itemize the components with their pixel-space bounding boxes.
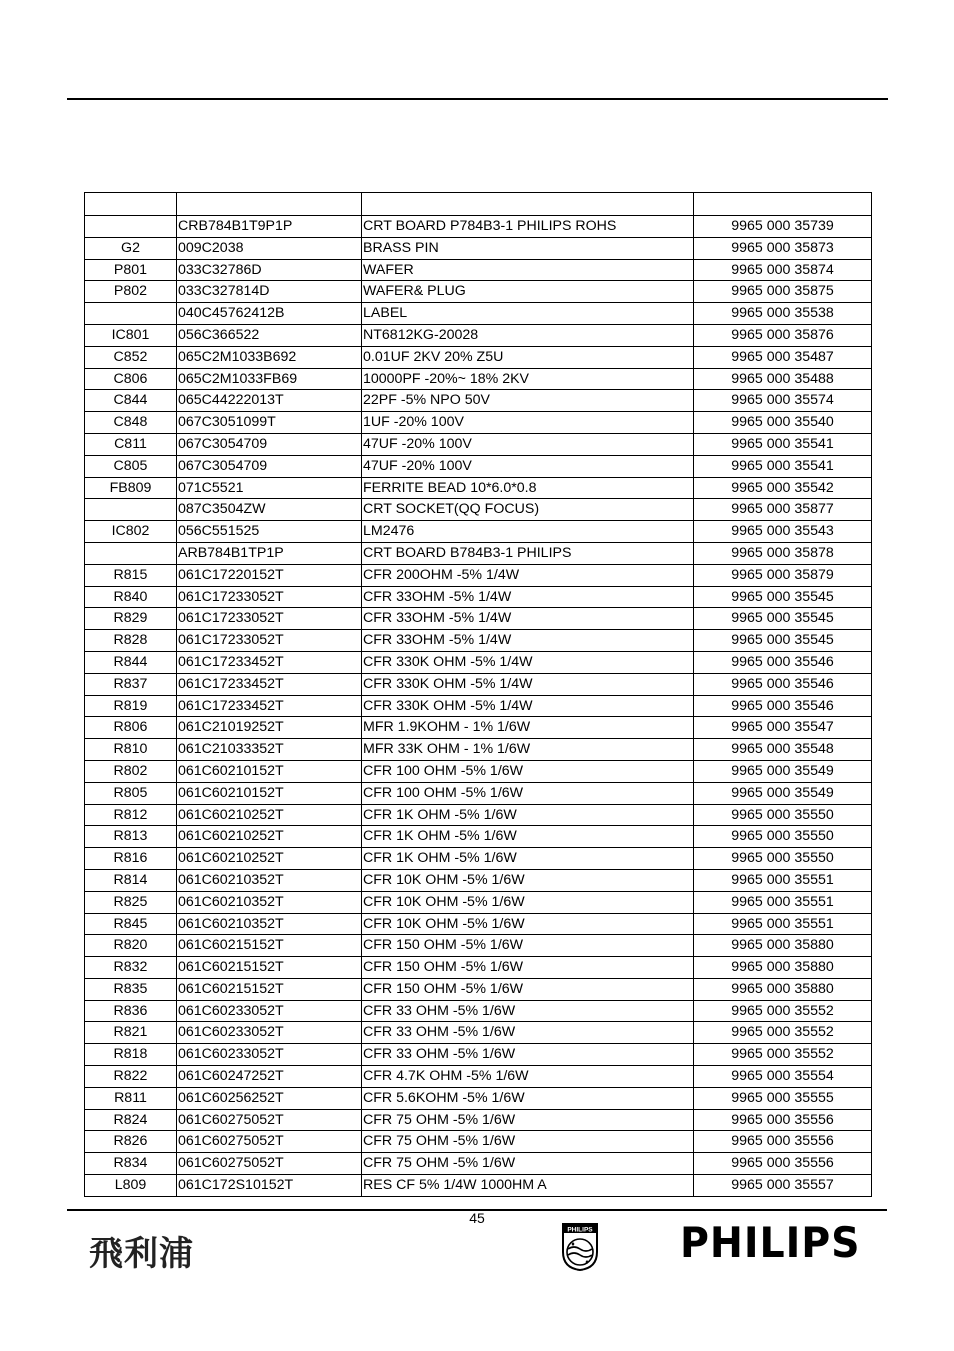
- service-code-cell: 9965 000 35548: [694, 739, 872, 761]
- table-row: [85, 804, 872, 826]
- description-cell: LM2476: [362, 521, 694, 543]
- description-cell: CFR 33 OHM -5% 1/6W: [362, 1044, 694, 1066]
- location-cell: R816: [85, 848, 177, 870]
- description-cell: CRT BOARD B784B3-1 PHILIPS: [362, 542, 694, 564]
- service-code-cell: 9965 000 35543: [694, 521, 872, 543]
- location-cell: L809: [85, 1175, 177, 1197]
- part-number-cell: 061C60215152T: [177, 957, 362, 979]
- table-row: [85, 869, 872, 891]
- table-row: [85, 1022, 872, 1044]
- description-cell: CFR 75 OHM -5% 1/6W: [362, 1109, 694, 1131]
- service-code-cell: 9965 000 35552: [694, 1022, 872, 1044]
- part-number-cell: 061C60210252T: [177, 826, 362, 848]
- description-cell: CFR 100 OHM -5% 1/6W: [362, 760, 694, 782]
- header-cell-location: [85, 193, 177, 216]
- description-cell: CFR 33OHM -5% 1/4W: [362, 630, 694, 652]
- description-cell: 47UF -20% 100V: [362, 455, 694, 477]
- part-number-cell: 040C45762412B: [177, 303, 362, 325]
- location-cell: R810: [85, 739, 177, 761]
- location-cell: R832: [85, 957, 177, 979]
- location-cell: R845: [85, 913, 177, 935]
- location-cell: R829: [85, 608, 177, 630]
- part-number-cell: 061C60215152T: [177, 978, 362, 1000]
- table-row: [85, 935, 872, 957]
- table-row: [85, 303, 872, 325]
- location-cell: C806: [85, 368, 177, 390]
- part-number-cell: 061C21033352T: [177, 739, 362, 761]
- table-row: [85, 281, 872, 303]
- table-row: [85, 1153, 872, 1175]
- service-code-cell: 9965 000 35542: [694, 477, 872, 499]
- part-number-cell: 061C17233452T: [177, 673, 362, 695]
- location-cell: R825: [85, 891, 177, 913]
- shield-text: PHILIPS: [567, 1226, 593, 1234]
- description-cell: CFR 150 OHM -5% 1/6W: [362, 957, 694, 979]
- description-cell: 47UF -20% 100V: [362, 433, 694, 455]
- table-row: [85, 368, 872, 390]
- location-cell: C844: [85, 390, 177, 412]
- part-number-cell: 061C17233052T: [177, 630, 362, 652]
- location-cell: R814: [85, 869, 177, 891]
- part-number-cell: 061C172S10152T: [177, 1175, 362, 1197]
- description-cell: CRT BOARD P784B3-1 PHILIPS ROHS: [362, 216, 694, 238]
- service-code-cell: 9965 000 35541: [694, 455, 872, 477]
- description-cell: RES CF 5% 1/4W 1000HM A: [362, 1175, 694, 1197]
- description-cell: CFR 150 OHM -5% 1/6W: [362, 978, 694, 1000]
- table-row: [85, 1044, 872, 1066]
- table-header-row: [85, 193, 872, 216]
- description-cell: CFR 330K OHM -5% 1/4W: [362, 695, 694, 717]
- service-code-cell: 9965 000 35557: [694, 1175, 872, 1197]
- location-cell: R824: [85, 1109, 177, 1131]
- part-number-cell: 061C17233052T: [177, 608, 362, 630]
- location-cell: [85, 303, 177, 325]
- description-cell: NT6812KG-20028: [362, 324, 694, 346]
- table-row: [85, 390, 872, 412]
- table-row: [85, 913, 872, 935]
- service-code-cell: 9965 000 35546: [694, 651, 872, 673]
- description-cell: CFR 1K OHM -5% 1/6W: [362, 804, 694, 826]
- part-number-cell: 061C60210352T: [177, 869, 362, 891]
- philips-wordmark-logo: PHILIPS: [680, 1218, 861, 1267]
- service-code-cell: 9965 000 35488: [694, 368, 872, 390]
- location-cell: R820: [85, 935, 177, 957]
- service-code-cell: 9965 000 35880: [694, 935, 872, 957]
- part-number-cell: 061C60233052T: [177, 1044, 362, 1066]
- part-number-cell: 087C3504ZW: [177, 499, 362, 521]
- location-cell: FB809: [85, 477, 177, 499]
- service-code-cell: 9965 000 35549: [694, 782, 872, 804]
- service-code-cell: 9965 000 35877: [694, 499, 872, 521]
- part-number-cell: 056C551525: [177, 521, 362, 543]
- location-cell: [85, 542, 177, 564]
- location-cell: R828: [85, 630, 177, 652]
- location-cell: R834: [85, 1153, 177, 1175]
- location-cell: R840: [85, 586, 177, 608]
- description-cell: CFR 33OHM -5% 1/4W: [362, 608, 694, 630]
- location-cell: IC802: [85, 521, 177, 543]
- part-number-cell: 061C60215152T: [177, 935, 362, 957]
- table-row: [85, 1066, 872, 1088]
- philips-shield-logo-icon: [561, 1222, 599, 1272]
- table-row: [85, 717, 872, 739]
- table-row: [85, 324, 872, 346]
- table-row: [85, 455, 872, 477]
- table-row: [85, 564, 872, 586]
- service-code-cell: 9965 000 35879: [694, 564, 872, 586]
- location-cell: IC801: [85, 324, 177, 346]
- description-cell: WAFER& PLUG: [362, 281, 694, 303]
- part-number-cell: 065C2M1033FB69: [177, 368, 362, 390]
- part-number-cell: 009C2038: [177, 237, 362, 259]
- service-code-cell: 9965 000 35545: [694, 586, 872, 608]
- location-cell: R837: [85, 673, 177, 695]
- part-number-cell: 061C60210152T: [177, 760, 362, 782]
- table-body: [85, 216, 872, 1197]
- description-cell: CFR 33OHM -5% 1/4W: [362, 586, 694, 608]
- description-cell: CFR 330K OHM -5% 1/4W: [362, 673, 694, 695]
- header-rule: [67, 98, 888, 100]
- service-code-cell: 9965 000 35551: [694, 891, 872, 913]
- part-number-cell: 061C60256252T: [177, 1087, 362, 1109]
- location-cell: R812: [85, 804, 177, 826]
- service-code-cell: 9965 000 35551: [694, 913, 872, 935]
- location-cell: C848: [85, 412, 177, 434]
- service-code-cell: 9965 000 35538: [694, 303, 872, 325]
- part-number-cell: 065C44222013T: [177, 390, 362, 412]
- service-code-cell: 9965 000 35574: [694, 390, 872, 412]
- part-number-cell: 061C17233052T: [177, 586, 362, 608]
- description-cell: 22PF -5% NPO 50V: [362, 390, 694, 412]
- part-number-cell: 061C60210352T: [177, 891, 362, 913]
- part-number-cell: 061C60275052T: [177, 1109, 362, 1131]
- part-number-cell: 065C2M1033B692: [177, 346, 362, 368]
- service-code-cell: 9965 000 35552: [694, 1044, 872, 1066]
- table-row: [85, 1000, 872, 1022]
- description-cell: CFR 100 OHM -5% 1/6W: [362, 782, 694, 804]
- service-code-cell: 9965 000 35545: [694, 608, 872, 630]
- table-row: [85, 237, 872, 259]
- service-code-cell: 9965 000 35554: [694, 1066, 872, 1088]
- service-code-cell: 9965 000 35540: [694, 412, 872, 434]
- description-cell: MFR 33K OHM - 1% 1/6W: [362, 739, 694, 761]
- parts-list-table: [84, 192, 872, 1197]
- part-number-cell: ARB784B1TP1P: [177, 542, 362, 564]
- part-number-cell: 067C3054709: [177, 455, 362, 477]
- table-row: [85, 848, 872, 870]
- location-cell: [85, 216, 177, 238]
- description-cell: LABEL: [362, 303, 694, 325]
- service-code-cell: 9965 000 35546: [694, 673, 872, 695]
- part-number-cell: 061C21019252T: [177, 717, 362, 739]
- description-cell: WAFER: [362, 259, 694, 281]
- description-cell: CFR 75 OHM -5% 1/6W: [362, 1131, 694, 1153]
- part-number-cell: 061C17233452T: [177, 695, 362, 717]
- part-number-cell: 067C3054709: [177, 433, 362, 455]
- service-code-cell: 9965 000 35739: [694, 216, 872, 238]
- table-row: [85, 957, 872, 979]
- location-cell: R822: [85, 1066, 177, 1088]
- table-row: [85, 521, 872, 543]
- service-code-cell: 9965 000 35547: [694, 717, 872, 739]
- service-code-cell: 9965 000 35876: [694, 324, 872, 346]
- table-row: [85, 826, 872, 848]
- location-cell: [85, 499, 177, 521]
- location-cell: C811: [85, 433, 177, 455]
- table-row: [85, 1175, 872, 1197]
- location-cell: C805: [85, 455, 177, 477]
- location-cell: R844: [85, 651, 177, 673]
- part-number-cell: 061C60210152T: [177, 782, 362, 804]
- table-row: [85, 760, 872, 782]
- description-cell: CFR 4.7K OHM -5% 1/6W: [362, 1066, 694, 1088]
- description-cell: 10000PF -20%~ 18% 2KV: [362, 368, 694, 390]
- location-cell: C852: [85, 346, 177, 368]
- table-row: [85, 1109, 872, 1131]
- table-row: [85, 739, 872, 761]
- part-number-cell: 067C3051099T: [177, 412, 362, 434]
- service-code-cell: 9965 000 35556: [694, 1153, 872, 1175]
- service-code-cell: 9965 000 35875: [694, 281, 872, 303]
- description-cell: CFR 5.6KOHM -5% 1/6W: [362, 1087, 694, 1109]
- service-code-cell: 9965 000 35487: [694, 346, 872, 368]
- service-code-cell: 9965 000 35550: [694, 804, 872, 826]
- location-cell: R835: [85, 978, 177, 1000]
- description-cell: CFR 10K OHM -5% 1/6W: [362, 891, 694, 913]
- table-row: [85, 651, 872, 673]
- table-row: [85, 499, 872, 521]
- service-code-cell: 9965 000 35550: [694, 848, 872, 870]
- table-row: [85, 259, 872, 281]
- description-cell: CFR 330K OHM -5% 1/4W: [362, 651, 694, 673]
- table-row: [85, 1131, 872, 1153]
- part-number-cell: 061C60275052T: [177, 1131, 362, 1153]
- description-cell: CFR 1K OHM -5% 1/6W: [362, 826, 694, 848]
- service-code-cell: 9965 000 35880: [694, 957, 872, 979]
- service-code-cell: 9965 000 35556: [694, 1109, 872, 1131]
- table-row: [85, 608, 872, 630]
- service-code-cell: 9965 000 35550: [694, 826, 872, 848]
- description-cell: CRT SOCKET(QQ FOCUS): [362, 499, 694, 521]
- service-code-cell: 9965 000 35546: [694, 695, 872, 717]
- location-cell: P801: [85, 259, 177, 281]
- table-row: [85, 216, 872, 238]
- chinese-brand-logo: 飛利浦: [89, 1234, 194, 1274]
- part-number-cell: 061C60247252T: [177, 1066, 362, 1088]
- service-code-cell: 9965 000 35878: [694, 542, 872, 564]
- location-cell: R836: [85, 1000, 177, 1022]
- table-row: [85, 433, 872, 455]
- service-code-cell: 9965 000 35549: [694, 760, 872, 782]
- table-row: [85, 346, 872, 368]
- service-code-cell: 9965 000 35874: [694, 259, 872, 281]
- service-code-cell: 9965 000 35551: [694, 869, 872, 891]
- location-cell: R818: [85, 1044, 177, 1066]
- table-row: [85, 695, 872, 717]
- description-cell: FERRITE BEAD 10*6.0*0.8: [362, 477, 694, 499]
- description-cell: CFR 200OHM -5% 1/4W: [362, 564, 694, 586]
- part-number-cell: 061C17233452T: [177, 651, 362, 673]
- part-number-cell: 033C32786D: [177, 259, 362, 281]
- location-cell: R802: [85, 760, 177, 782]
- table-row: [85, 782, 872, 804]
- part-number-cell: 033C327814D: [177, 281, 362, 303]
- location-cell: R805: [85, 782, 177, 804]
- table-row: [85, 630, 872, 652]
- service-code-cell: 9965 000 35873: [694, 237, 872, 259]
- location-cell: R821: [85, 1022, 177, 1044]
- location-cell: R806: [85, 717, 177, 739]
- service-code-cell: 9965 000 35541: [694, 433, 872, 455]
- table-row: [85, 673, 872, 695]
- description-cell: CFR 150 OHM -5% 1/6W: [362, 935, 694, 957]
- table-row: [85, 891, 872, 913]
- header-cell-service-code: [694, 193, 872, 216]
- location-cell: R815: [85, 564, 177, 586]
- part-number-cell: 061C60233052T: [177, 1000, 362, 1022]
- description-cell: 0.01UF 2KV 20% Z5U: [362, 346, 694, 368]
- part-number-cell: 071C5521: [177, 477, 362, 499]
- service-code-cell: 9965 000 35555: [694, 1087, 872, 1109]
- description-cell: CFR 33 OHM -5% 1/6W: [362, 1022, 694, 1044]
- header-cell-description: [362, 193, 694, 216]
- service-code-cell: 9965 000 35880: [694, 978, 872, 1000]
- description-cell: CFR 1K OHM -5% 1/6W: [362, 848, 694, 870]
- part-number-cell: 061C60210352T: [177, 913, 362, 935]
- description-cell: 1UF -20% 100V: [362, 412, 694, 434]
- description-cell: CFR 75 OHM -5% 1/6W: [362, 1153, 694, 1175]
- description-cell: CFR 10K OHM -5% 1/6W: [362, 913, 694, 935]
- service-code-cell: 9965 000 35556: [694, 1131, 872, 1153]
- part-number-cell: CRB784B1T9P1P: [177, 216, 362, 238]
- part-number-cell: 056C366522: [177, 324, 362, 346]
- location-cell: P802: [85, 281, 177, 303]
- description-cell: MFR 1.9KOHM - 1% 1/6W: [362, 717, 694, 739]
- table-row: [85, 542, 872, 564]
- part-number-cell: 061C60210252T: [177, 804, 362, 826]
- table-row: [85, 978, 872, 1000]
- part-number-cell: 061C60275052T: [177, 1153, 362, 1175]
- location-cell: R811: [85, 1087, 177, 1109]
- part-number-cell: 061C60210252T: [177, 848, 362, 870]
- location-cell: G2: [85, 237, 177, 259]
- location-cell: R826: [85, 1131, 177, 1153]
- page-number: 45: [469, 1210, 485, 1226]
- table-row: [85, 477, 872, 499]
- description-cell: BRASS PIN: [362, 237, 694, 259]
- table-row: [85, 586, 872, 608]
- location-cell: R813: [85, 826, 177, 848]
- description-cell: CFR 10K OHM -5% 1/6W: [362, 869, 694, 891]
- service-code-cell: 9965 000 35545: [694, 630, 872, 652]
- part-number-cell: 061C60233052T: [177, 1022, 362, 1044]
- location-cell: R819: [85, 695, 177, 717]
- service-code-cell: 9965 000 35552: [694, 1000, 872, 1022]
- table-row: [85, 1087, 872, 1109]
- part-number-cell: 061C17220152T: [177, 564, 362, 586]
- header-cell-part-number: [177, 193, 362, 216]
- description-cell: CFR 33 OHM -5% 1/6W: [362, 1000, 694, 1022]
- table-row: [85, 412, 872, 434]
